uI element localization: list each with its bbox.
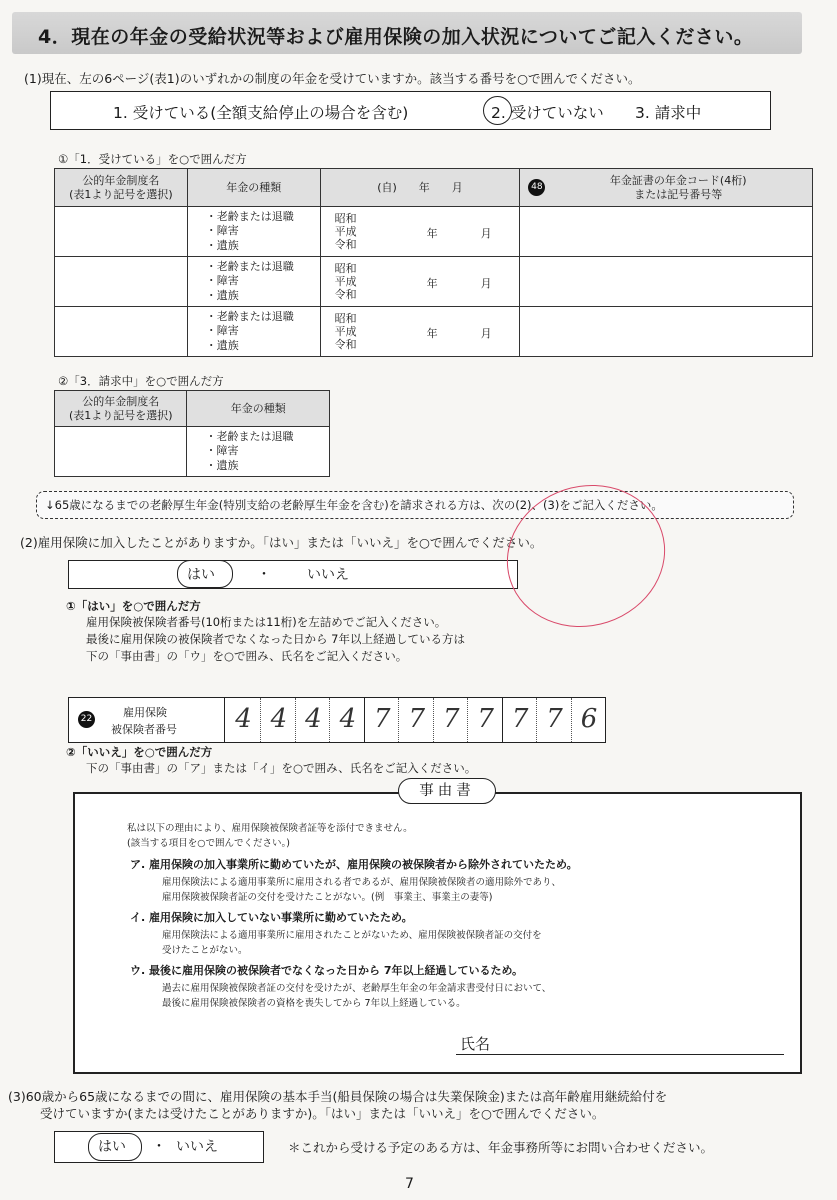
- handwritten-digit: 7: [546, 704, 563, 734]
- q3-option-no[interactable]: いいえ: [176, 1139, 218, 1155]
- pending-header-kind: 年金の種類: [187, 391, 330, 427]
- no-line: 下の「事由書」の「ア」または「イ」を○で囲み、氏名をご記入ください。: [86, 761, 477, 775]
- handwritten-digit: 7: [511, 704, 529, 734]
- section-title: 4．現在の年金の受給状況等および雇用保険の加入状況についてご記入ください。: [38, 26, 754, 48]
- reason-title: 事由書: [398, 778, 496, 804]
- name-label: 氏名: [460, 1035, 491, 1053]
- from-cell[interactable]: 昭和 平成 令和 年 月: [320, 207, 520, 257]
- table-row: [55, 207, 813, 257]
- insured-digit-row[interactable]: [226, 698, 605, 742]
- q3-answer-box: はい ・ いいえ: [54, 1131, 264, 1163]
- handwritten-digit: 7: [374, 704, 391, 734]
- from-cell[interactable]: 昭和 平成 令和 年 月: [320, 307, 520, 357]
- handwritten-digit: 7: [408, 704, 426, 734]
- q1-option-3[interactable]: 3. 請求中: [635, 104, 702, 122]
- reason-intro-2: (該当する項目を○で囲んでください。): [127, 838, 290, 849]
- pending-caption: ②「3．請求中」を○で囲んだ方: [58, 374, 224, 388]
- pending-header-system: 公的年金制度名 (表1より記号を選択): [55, 391, 187, 427]
- insured-digit-cell[interactable]: [260, 698, 295, 742]
- col-header-from: (自) 年 月: [320, 169, 520, 207]
- handwritten-digit: 4: [235, 704, 252, 734]
- notice-text: ↓65歳になるまでの老齢厚生年金(特別支給の老齢厚生年金を含む)を請求される方は、次の(2)、(3)をご記入ください。: [45, 498, 663, 512]
- insured-digit-cell[interactable]: [295, 698, 330, 742]
- page-number: 7: [405, 1176, 414, 1192]
- question-3-line-1: (3)60歳から65歳になるまでの間に、雇用保険の基本手当(船員保険の場合は失業保険金)または高年齢雇用継続給付を: [8, 1089, 668, 1104]
- yes-line-3: 下の「事由書」の「ウ」を○で囲み、氏名をご記入ください。: [86, 649, 408, 663]
- pending-system-cell[interactable]: [55, 427, 187, 477]
- name-field-line[interactable]: [456, 1054, 784, 1055]
- insured-digit-cell[interactable]: [571, 698, 606, 742]
- from-cell[interactable]: 昭和 平成 令和 年 月: [320, 257, 520, 307]
- q3-option-yes[interactable]: はい: [98, 1139, 126, 1155]
- handwritten-digit: 7: [477, 704, 494, 734]
- yes-line-2: 最後に雇用保険の被保険者でなくなった日から 7年以上経過している方は: [86, 632, 465, 646]
- handwritten-digit: 6: [580, 704, 598, 734]
- code-cell[interactable]: [520, 257, 813, 307]
- insured-digit-cell[interactable]: [502, 698, 537, 742]
- pending-pension-table: [54, 390, 330, 477]
- col-header-system: 公的年金制度名 (表1より記号を選択): [55, 169, 188, 207]
- col-header-kind: 年金の種類: [187, 169, 320, 207]
- q3-selected-circle: [88, 1133, 142, 1161]
- insured-digit-cell[interactable]: [226, 698, 260, 742]
- pending-kind-cell[interactable]: ・老齢または退職 ・障害 ・遺族: [187, 427, 330, 477]
- q1-answer-box: [50, 91, 771, 130]
- insured-digit-cell[interactable]: [398, 698, 433, 742]
- q3-note: ＊これから受ける予定のある方は、年金事務所等にお問い合わせください。: [288, 1140, 714, 1155]
- insured-label-2: 被保険者番号: [111, 723, 177, 736]
- code-cell[interactable]: [520, 207, 813, 257]
- handwritten-digit: 4: [270, 704, 288, 734]
- q2-answer-box: はい ・ いいえ: [68, 560, 518, 589]
- insured-digit-cell[interactable]: [364, 698, 399, 742]
- kind-cell[interactable]: ・老齢または退職 ・障害 ・遺族: [187, 257, 320, 307]
- q2-option-no[interactable]: いいえ: [307, 567, 349, 583]
- q2-option-yes[interactable]: はい: [187, 567, 215, 583]
- kind-cell[interactable]: ・老齢または退職 ・障害 ・遺族: [187, 307, 320, 357]
- question-3-line-2: 受けていますか(または受けたことがありますか)。「はい」または「いいえ」を○で囲んでください。: [40, 1106, 605, 1121]
- insured-digit-cell[interactable]: [433, 698, 468, 742]
- q1-option-2[interactable]: 2. 受けていない: [491, 104, 604, 122]
- system-cell[interactable]: [55, 257, 188, 307]
- reason-item-a[interactable]: ア. 雇用保険の加入事業所に勤めていたが、雇用保険の被保険者から除外されていたため。: [130, 858, 578, 871]
- badge-48: 48: [528, 179, 545, 196]
- table-row: [55, 427, 330, 477]
- yes-heading: ①「はい」を○で囲んだ方: [66, 599, 201, 613]
- reason-item-c[interactable]: ウ. 最後に雇用保険の被保険者でなくなった日から 7年以上経過しているため。: [130, 964, 524, 977]
- notice-box: [36, 491, 794, 519]
- handwritten-digit: 4: [305, 704, 322, 734]
- insured-digit-cell[interactable]: [467, 698, 502, 742]
- insured-digit-cell[interactable]: [536, 698, 571, 742]
- reason-item-b[interactable]: イ. 雇用保険に加入していない事業所に勤めていたため。: [130, 911, 413, 924]
- receiving-pension-table: [54, 168, 813, 357]
- yes-line-1: 雇用保険被保険者番号(10桁または11桁)を左詰めでご記入ください。: [86, 615, 447, 629]
- system-cell[interactable]: [55, 207, 188, 257]
- insured-digit-cell[interactable]: [329, 698, 364, 742]
- insured-label-1: 雇用保険: [123, 706, 167, 719]
- no-heading: ②「いいえ」を○で囲んだ方: [66, 745, 213, 759]
- col-header-code: 48 年金証書の年金コード(4桁) または記号番号等: [520, 169, 813, 207]
- handwritten-digit: 4: [339, 704, 357, 734]
- badge-22: 22: [78, 711, 95, 728]
- handwritten-digit: 7: [442, 704, 460, 734]
- table-row: [55, 307, 813, 357]
- reason-intro-1: 私は以下の理由により、雇用保険被保険者証等を添付できません。: [127, 823, 413, 834]
- receiving-caption: ①「1．受けている」を○で囲んだ方: [58, 152, 247, 166]
- question-1: (1)現在、左の6ページ(表1)のいずれかの制度の年金を受けていますか。該当する番号を○で囲んでください。: [24, 71, 641, 86]
- system-cell[interactable]: [55, 307, 188, 357]
- code-cell[interactable]: [520, 307, 813, 357]
- table-row: [55, 257, 813, 307]
- q2-selected-circle: [177, 560, 233, 588]
- q1-selected-circle: [483, 96, 512, 125]
- question-2: (2)雇用保険に加入したことがありますか。「はい」または「いいえ」を○で囲んでください。: [20, 535, 543, 550]
- kind-cell[interactable]: ・老齢または退職 ・障害 ・遺族: [187, 207, 320, 257]
- insured-number-field: [68, 697, 606, 743]
- q1-option-1[interactable]: 1. 受けている(全額支給停止の場合を含む): [113, 104, 409, 122]
